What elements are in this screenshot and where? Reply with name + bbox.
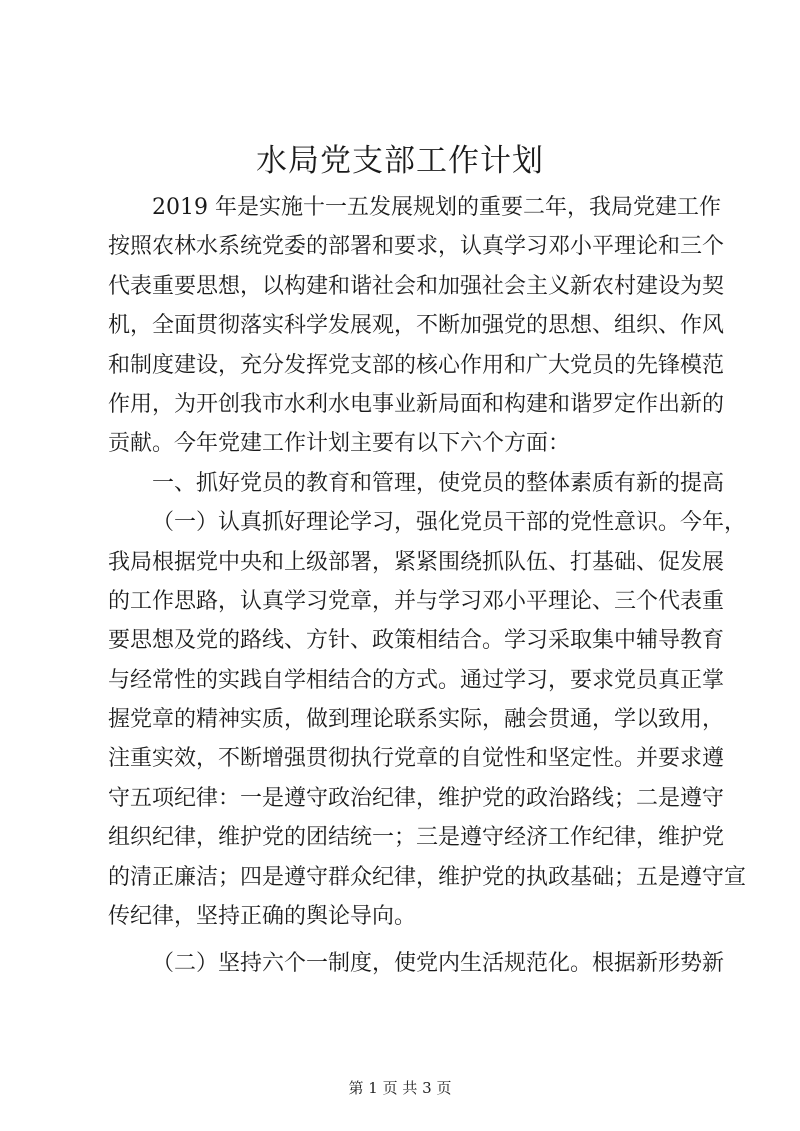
body-line: 的工作思路，认真学习党章，并与学习邓小平理论、三个代表重 [108,588,725,614]
document-body [108,188,747,984]
body-line: 注重实效，不断增强贯彻执行党章的自觉性和坚定性。并要求遵 [108,746,725,772]
body-line: 握党章的精神实质，做到理论联系实际，融会贯通，学以致用， [108,707,725,733]
body-line: （一）认真抓好理论学习，强化党员干部的党性意识。今年， [152,510,747,536]
paragraph-gap [108,936,706,944]
body-line: 2019 年是实施十一五发展规划的重要二年，我局党建工作 [152,195,721,220]
body-line: 一、抓好党员的教育和管理，使党员的整体素质有新的提高 [152,470,725,496]
body-line: 与经常性的实践自学相结合的方式。通过学习，要求党员真正掌 [108,667,725,693]
body-line: 作用，为开创我市水利水电事业新局面和构建和谐罗定作出新的 [108,391,725,417]
body-line: （二）坚持六个一制度，使党内生活规范化。根据新形势新 [152,951,725,977]
body-line: 按照农林水系统党委的部署和要求，认真学习邓小平理论和三个 [108,234,725,260]
body-line: 机，全面贯彻落实科学发展观，不断加强党的思想、组织、作风 [108,313,725,339]
body-line: 贡献。今年党建工作计划主要有以下六个方面： [108,431,571,457]
body-line: 组织纪律，维护党的团结统一；三是遵守经济工作纪律，维护党 [108,825,725,851]
document-title: 水局党支部工作计划 [256,143,544,179]
body-line: 和制度建设，充分发挥党支部的核心作用和广大党员的先锋模范 [108,352,725,378]
body-line: 传纪律，坚持正确的舆论导向。 [108,904,417,930]
body-line: 的清正廉洁；四是遵守群众纪律，维护党的执政基础；五是遵守宣 [108,864,747,890]
page-footer: 第 1 页 共 3 页 [348,1079,452,1097]
body-line: 要思想及党的路线、方针、政策相结合。学习采取集中辅导教育 [108,628,725,654]
body-line: 代表重要思想，以构建和谐社会和加强社会主义新农村建设为契 [108,273,725,299]
body-line: 我局根据党中央和上级部署，紧紧围绕抓队伍、打基础、促发展 [108,549,725,575]
body-line: 守五项纪律：一是遵守政治纪律，维护党的政治路线；二是遵守 [108,785,725,811]
